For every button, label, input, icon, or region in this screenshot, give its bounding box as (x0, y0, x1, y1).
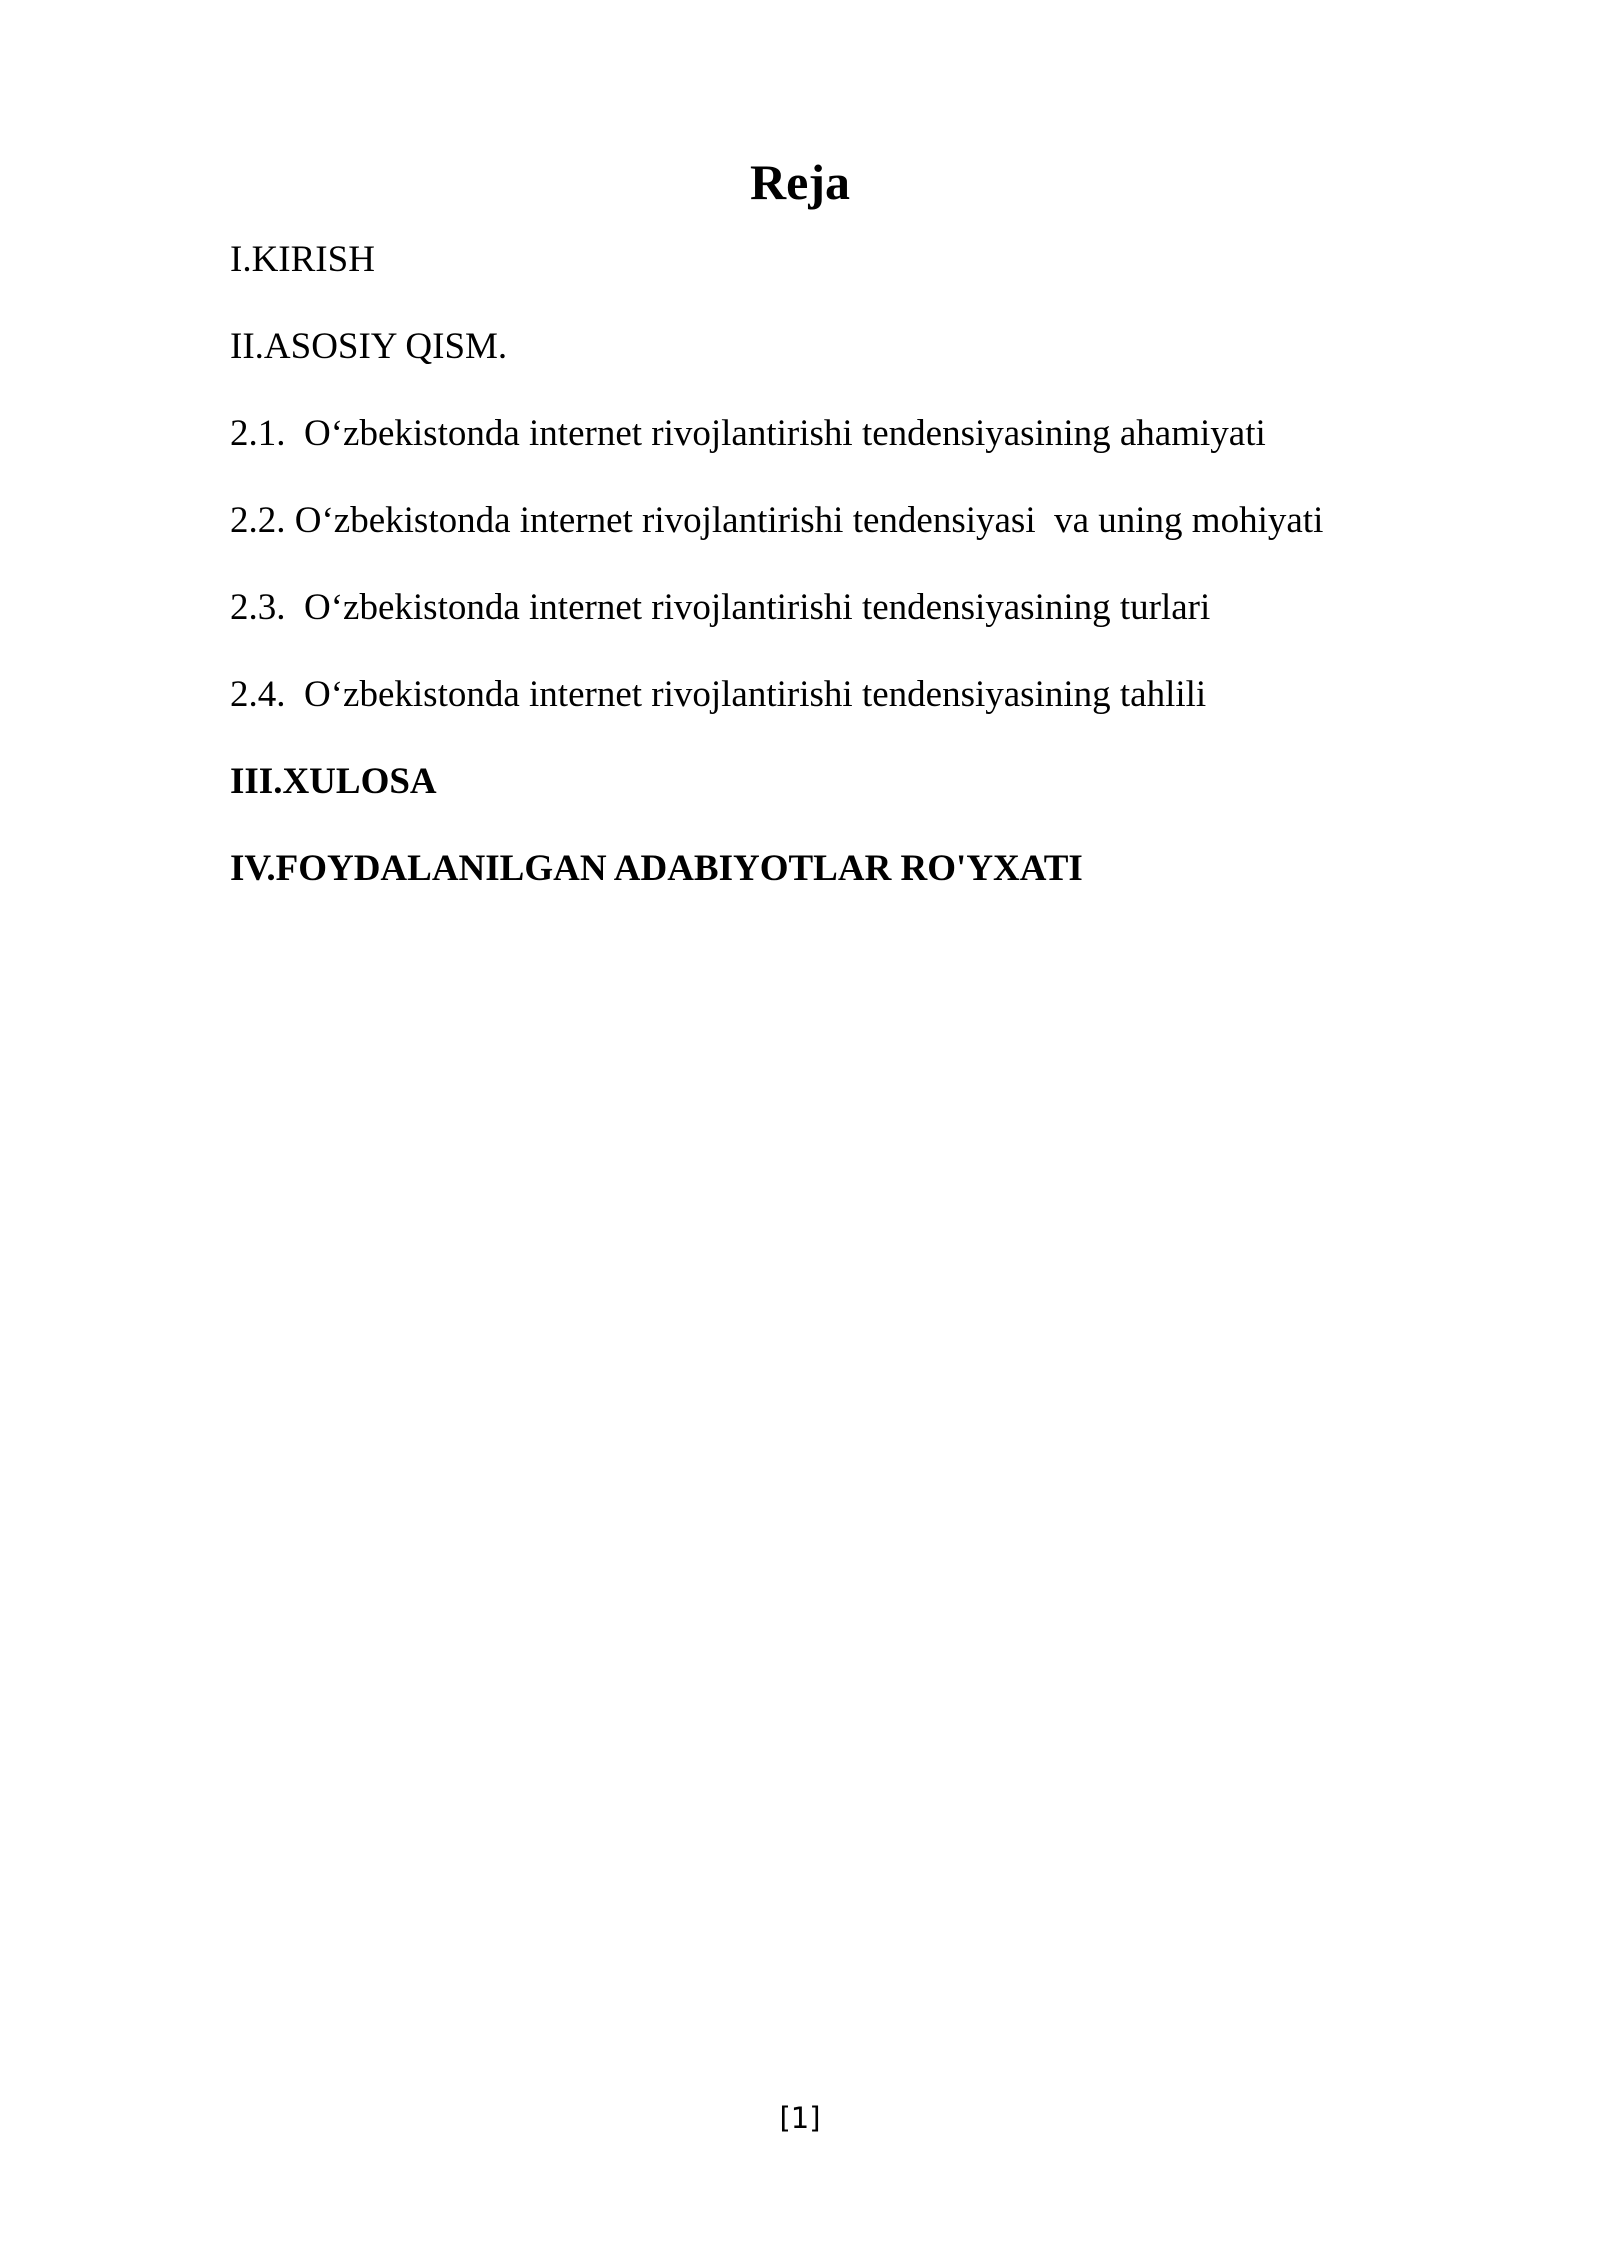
toc-item-2-4: 2.4. O‘zbekistonda internet rivojlantirishi tendensiyasining tahlili (230, 674, 1207, 715)
page-number: [1] (779, 2101, 821, 2135)
toc-item-adabiyotlar: IV.FOYDALANILGAN ADABIYOTLAR RO'YXATI (230, 848, 1083, 889)
page-title: Reja (750, 154, 850, 210)
toc-item-2-2: 2.2. O‘zbekistonda internet rivojlantirishi tendensiyasi va uning mohiyati (230, 500, 1324, 541)
toc-item-xulosa: III.XULOSA (230, 761, 437, 802)
toc-item-2-1: 2.1. O‘zbekistonda internet rivojlantirishi tendensiyasining ahamiyati (230, 413, 1266, 454)
toc-item-kirish: I.KIRISH (230, 239, 375, 280)
table-of-contents (230, 230, 1430, 926)
toc-item-asosiy-qism: II.ASOSIY QISM. (230, 326, 508, 367)
toc-item-2-3: 2.3. O‘zbekistonda internet rivojlantirishi tendensiyasining turlari (230, 587, 1211, 628)
